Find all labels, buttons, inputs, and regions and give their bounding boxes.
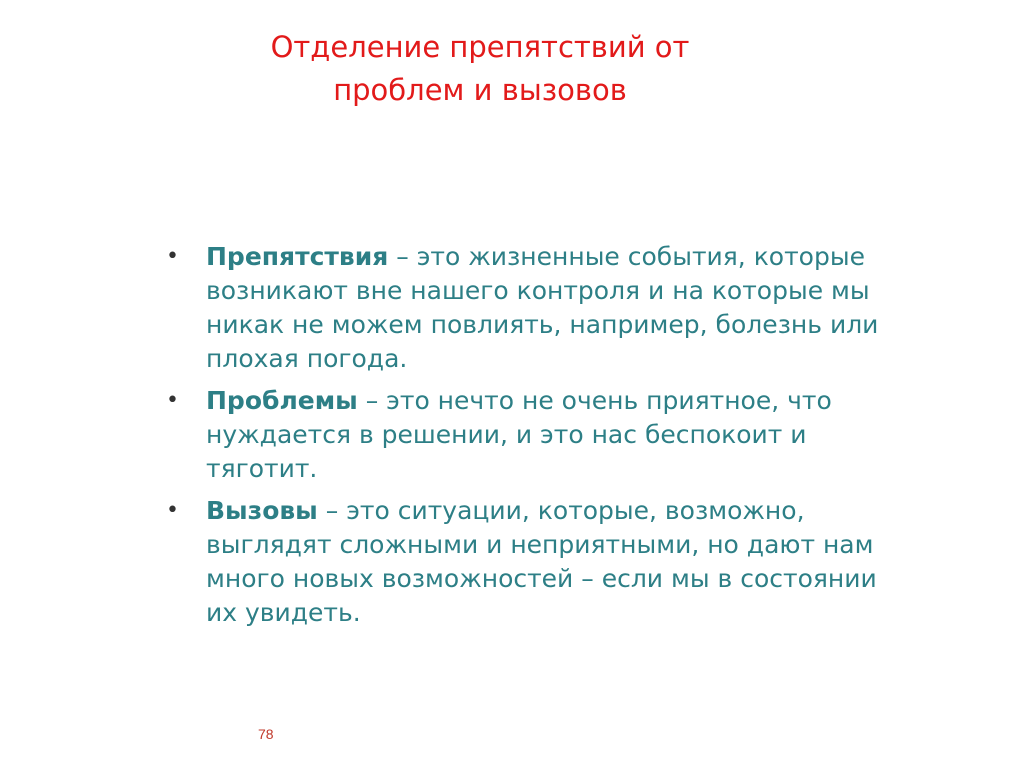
slide-title [180, 26, 780, 112]
bullet-text: – это нечто не очень приятное, что нуждается в решении, и это нас беспокоит и тяготит. [206, 386, 832, 483]
bullet-list [166, 240, 886, 638]
page-number: 78 [258, 726, 274, 742]
bullet-term: Проблемы [206, 386, 358, 415]
bullet-text: – это жизненные события, которые возникают вне нашего контроля и на которые мы никак не можем повлиять, например, болезнь или плохая погода. [206, 242, 879, 373]
bullet-item-obstacles [166, 240, 886, 376]
slide-title-line-2: проблем и вызовов [333, 73, 627, 107]
bullet-text: – это ситуации, которые, возможно, выглядят сложными и неприятными, но дают нам много новых возможностей – если мы в состоянии их увидеть. [206, 496, 877, 627]
bullet-item-problems [166, 384, 886, 486]
bullet-marker-icon: • [166, 244, 179, 269]
bullet-marker-icon: • [166, 498, 179, 523]
slide-title-line-1: Отделение препятствий от [270, 30, 690, 64]
bullet-marker-icon: • [166, 388, 179, 413]
bullet-term: Препятствия [206, 242, 389, 271]
bullet-item-challenges [166, 494, 886, 630]
bullet-term: Вызовы [206, 496, 318, 525]
